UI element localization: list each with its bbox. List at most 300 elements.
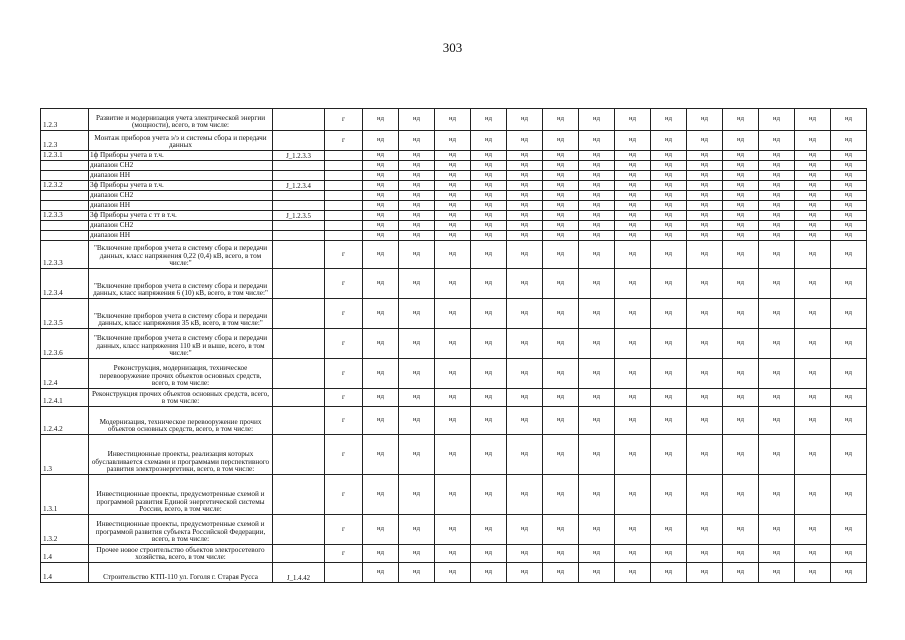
value-cell: нд [651, 191, 687, 201]
row-name: Развитие и модернизация учета электрической энергии (мощности), всего, в том числе: [89, 109, 273, 131]
value-cell: нд [831, 221, 867, 231]
value-cell: нд [399, 329, 435, 359]
value-cell: нд [579, 211, 615, 221]
row-unit: г [325, 389, 363, 407]
value-cell: нд [471, 151, 507, 161]
value-cell: нд [615, 201, 651, 211]
value-cell: нд [363, 515, 399, 545]
value-cell: нд [687, 407, 723, 435]
value-cell: нд [723, 191, 759, 201]
value-cell: нд [579, 435, 615, 475]
value-cell: нд [759, 299, 795, 329]
value-cell: нд [507, 161, 543, 171]
value-cell: нд [615, 221, 651, 231]
value-cell: нд [471, 389, 507, 407]
row-unit: г [325, 475, 363, 515]
row-name: 1ф Приборы учета в т.ч. [89, 151, 273, 161]
row-name: Реконструкция прочих объектов основных средств, всего, в том числе: [89, 389, 273, 407]
value-cell: нд [471, 359, 507, 389]
value-cell: нд [831, 407, 867, 435]
value-cell: нд [831, 231, 867, 241]
value-cell: нд [831, 563, 867, 583]
value-cell: нд [507, 359, 543, 389]
value-cell: нд [507, 191, 543, 201]
value-cell: нд [363, 151, 399, 161]
value-cell: нд [399, 515, 435, 545]
value-cell: нд [723, 231, 759, 241]
value-cell: нд [471, 545, 507, 563]
value-cell: нд [507, 545, 543, 563]
value-cell: нд [363, 171, 399, 181]
value-cell: нд [435, 269, 471, 299]
value-cell: нд [687, 171, 723, 181]
value-cell: нд [759, 181, 795, 191]
row-identifier: J_1.2.3.5 [273, 211, 325, 221]
value-cell: нд [615, 231, 651, 241]
value-cell: нд [399, 435, 435, 475]
value-cell: нд [471, 329, 507, 359]
value-cell: нд [363, 435, 399, 475]
row-unit: г [325, 407, 363, 435]
row-code [41, 171, 89, 181]
value-cell: нд [651, 231, 687, 241]
value-cell: нд [687, 231, 723, 241]
value-cell: нд [579, 201, 615, 211]
value-cell: нд [435, 389, 471, 407]
value-cell: нд [399, 475, 435, 515]
value-cell: нд [399, 211, 435, 221]
value-cell: нд [615, 211, 651, 221]
value-cell: нд [543, 545, 579, 563]
row-code: 1.2.3 [41, 131, 89, 151]
row-name: "Включение приборов учета в систему сбора и передачи данных, класс напряжения 0,22 (0,4) кВ, всего, в том числе:" [89, 241, 273, 269]
value-cell: нд [435, 211, 471, 221]
value-cell: нд [471, 231, 507, 241]
row-code: 1.3.1 [41, 475, 89, 515]
value-cell: нд [435, 407, 471, 435]
row-name: "Включение приборов учета в систему сбора и передачи данных, класс напряжения 35 кВ, всего, в том числе:" [89, 299, 273, 329]
value-cell: нд [687, 545, 723, 563]
value-cell: нд [831, 161, 867, 171]
value-cell: нд [759, 171, 795, 181]
value-cell: нд [579, 299, 615, 329]
value-cell: нд [543, 475, 579, 515]
value-cell: нд [579, 151, 615, 161]
value-cell: нд [399, 191, 435, 201]
table-row [41, 359, 867, 389]
row-unit [325, 191, 363, 201]
value-cell: нд [651, 241, 687, 269]
value-cell: нд [471, 161, 507, 171]
value-cell: нд [795, 475, 831, 515]
table-row [41, 545, 867, 563]
value-cell: нд [831, 181, 867, 191]
value-cell: нд [471, 407, 507, 435]
value-cell: нд [507, 151, 543, 161]
table-row [41, 181, 867, 191]
value-cell: нд [435, 563, 471, 583]
row-code: 1.2.3.3 [41, 241, 89, 269]
value-cell: нд [363, 211, 399, 221]
row-unit: г [325, 131, 363, 151]
page-number: 303 [442, 40, 463, 55]
value-cell: нд [795, 131, 831, 151]
row-unit: г [325, 241, 363, 269]
row-identifier [273, 435, 325, 475]
value-cell: нд [543, 389, 579, 407]
value-cell: нд [795, 359, 831, 389]
value-cell: нд [723, 545, 759, 563]
value-cell: нд [363, 231, 399, 241]
value-cell: нд [435, 201, 471, 211]
row-name: 3ф Приборы учета в т.ч. [89, 181, 273, 191]
value-cell: нд [543, 211, 579, 221]
value-cell: нд [723, 389, 759, 407]
row-name: "Включение приборов учета в систему сбора и передачи данных, класс напряжения 6 (10) кВ, всего, в том числе:" [89, 269, 273, 299]
value-cell: нд [687, 359, 723, 389]
row-name: диапазон НН [89, 231, 273, 241]
value-cell: нд [579, 389, 615, 407]
value-cell: нд [795, 563, 831, 583]
value-cell: нд [687, 109, 723, 131]
value-cell: нд [507, 435, 543, 475]
value-cell: нд [507, 241, 543, 269]
value-cell: нд [579, 221, 615, 231]
value-cell: нд [435, 151, 471, 161]
value-cell: нд [579, 109, 615, 131]
value-cell: нд [651, 475, 687, 515]
value-cell: нд [435, 475, 471, 515]
value-cell: нд [795, 109, 831, 131]
value-cell: нд [651, 545, 687, 563]
row-name: Реконструкция, модернизация, техническое перевооружение прочих объектов основных средств, всего, в том числе: [89, 359, 273, 389]
value-cell: нд [831, 171, 867, 181]
value-cell: нд [651, 131, 687, 151]
row-name: Инвестиционные проекты, реализация которых обуславливается схемами и программами перспективного развития электроэнергетики, всего, в том числе: [89, 435, 273, 475]
row-name: диапазон НН [89, 201, 273, 211]
value-cell: нд [435, 171, 471, 181]
value-cell: нд [723, 329, 759, 359]
row-unit: г [325, 299, 363, 329]
value-cell: нд [507, 515, 543, 545]
value-cell: нд [543, 435, 579, 475]
value-cell: нд [363, 563, 399, 583]
value-cell: нд [543, 563, 579, 583]
value-cell: нд [831, 475, 867, 515]
value-cell: нд [435, 181, 471, 191]
value-cell: нд [399, 231, 435, 241]
value-cell: нд [399, 161, 435, 171]
value-cell: нд [399, 151, 435, 161]
row-identifier [273, 109, 325, 131]
value-cell: нд [831, 269, 867, 299]
value-cell: нд [435, 241, 471, 269]
value-cell: нд [723, 299, 759, 329]
row-code: 1.3 [41, 435, 89, 475]
value-cell: нд [435, 109, 471, 131]
value-cell: нд [435, 299, 471, 329]
row-code: 1.2.3.5 [41, 299, 89, 329]
value-cell: нд [435, 161, 471, 171]
value-cell: нд [831, 435, 867, 475]
value-cell: нд [687, 299, 723, 329]
value-cell: нд [507, 171, 543, 181]
value-cell: нд [687, 181, 723, 191]
value-cell: нд [507, 329, 543, 359]
row-identifier [273, 231, 325, 241]
value-cell: нд [759, 435, 795, 475]
value-cell: нд [759, 201, 795, 211]
value-cell: нд [687, 329, 723, 359]
value-cell: нд [687, 269, 723, 299]
value-cell: нд [579, 171, 615, 181]
value-cell: нд [615, 171, 651, 181]
value-cell: нд [651, 171, 687, 181]
value-cell: нд [687, 241, 723, 269]
row-unit [325, 231, 363, 241]
table-row [41, 515, 867, 545]
value-cell: нд [795, 181, 831, 191]
row-identifier [273, 329, 325, 359]
value-cell: нд [723, 151, 759, 161]
row-unit: г [325, 329, 363, 359]
value-cell: нд [363, 201, 399, 211]
value-cell: нд [471, 299, 507, 329]
value-cell: нд [723, 201, 759, 211]
value-cell: нд [687, 563, 723, 583]
value-cell: нд [543, 407, 579, 435]
value-cell: нд [795, 241, 831, 269]
value-cell: нд [543, 181, 579, 191]
value-cell: нд [615, 191, 651, 201]
value-cell: нд [615, 359, 651, 389]
table-row [41, 211, 867, 221]
value-cell: нд [723, 171, 759, 181]
row-unit: г [325, 435, 363, 475]
value-cell: нд [795, 545, 831, 563]
row-code: 1.2.3.3 [41, 211, 89, 221]
value-cell: нд [363, 299, 399, 329]
value-cell: нд [687, 435, 723, 475]
value-cell: нд [615, 475, 651, 515]
value-cell: нд [759, 109, 795, 131]
value-cell: нд [723, 563, 759, 583]
value-cell: нд [759, 241, 795, 269]
table-row [41, 171, 867, 181]
value-cell: нд [471, 191, 507, 201]
value-cell: нд [759, 161, 795, 171]
value-cell: нд [651, 181, 687, 191]
table-row [41, 109, 867, 131]
value-cell: нд [831, 515, 867, 545]
row-identifier [273, 241, 325, 269]
value-cell: нд [579, 475, 615, 515]
row-name: Инвестиционные проекты, предусмотренные схемой и программой развития субъекта Российской Федерации, всего, в том числе: [89, 515, 273, 545]
value-cell: нд [759, 407, 795, 435]
value-cell: нд [399, 269, 435, 299]
value-cell: нд [723, 161, 759, 171]
value-cell: нд [471, 171, 507, 181]
value-cell: нд [471, 563, 507, 583]
value-cell: нд [507, 407, 543, 435]
row-name: "Включение приборов учета в систему сбора и передачи данных, класс напряжения 110 кВ и выше, всего, в том числе:" [89, 329, 273, 359]
value-cell: нд [543, 161, 579, 171]
value-cell: нд [543, 131, 579, 151]
value-cell: нд [723, 221, 759, 231]
data-table [40, 108, 867, 583]
value-cell: нд [471, 269, 507, 299]
row-code: 1.4 [41, 563, 89, 583]
value-cell: нд [615, 435, 651, 475]
value-cell: нд [651, 221, 687, 231]
value-cell: нд [579, 241, 615, 269]
table-row [41, 131, 867, 151]
value-cell: нд [399, 171, 435, 181]
row-identifier [273, 201, 325, 211]
row-identifier [273, 131, 325, 151]
row-name: диапазон СН2 [89, 161, 273, 171]
value-cell: нд [615, 161, 651, 171]
row-code: 1.4 [41, 545, 89, 563]
row-identifier [273, 221, 325, 231]
value-cell: нд [615, 181, 651, 191]
value-cell: нд [363, 359, 399, 389]
value-cell: нд [543, 171, 579, 181]
value-cell: нд [363, 407, 399, 435]
value-cell: нд [543, 241, 579, 269]
row-unit [325, 211, 363, 221]
value-cell: нд [831, 191, 867, 201]
row-code: 1.2.4.2 [41, 407, 89, 435]
value-cell: нд [399, 563, 435, 583]
value-cell: нд [795, 161, 831, 171]
row-code [41, 201, 89, 211]
value-cell: нд [723, 211, 759, 221]
row-code: 1.2.3.2 [41, 181, 89, 191]
value-cell: нд [507, 181, 543, 191]
value-cell: нд [579, 545, 615, 563]
value-cell: нд [759, 231, 795, 241]
value-cell: нд [723, 241, 759, 269]
value-cell: нд [399, 389, 435, 407]
value-cell: нд [687, 131, 723, 151]
value-cell: нд [543, 359, 579, 389]
value-cell: нд [471, 241, 507, 269]
value-cell: нд [615, 131, 651, 151]
value-cell: нд [687, 389, 723, 407]
value-cell: нд [723, 359, 759, 389]
value-cell: нд [651, 407, 687, 435]
value-cell: нд [363, 109, 399, 131]
row-unit: г [325, 359, 363, 389]
value-cell: нд [615, 241, 651, 269]
row-unit [325, 151, 363, 161]
row-unit: г [325, 545, 363, 563]
row-code [41, 191, 89, 201]
row-code: 1.2.3.6 [41, 329, 89, 359]
row-identifier [273, 389, 325, 407]
row-name: диапазон НН [89, 171, 273, 181]
value-cell: нд [687, 211, 723, 221]
value-cell: нд [615, 545, 651, 563]
value-cell: нд [363, 131, 399, 151]
row-name: Модернизация, техническое перевооружение прочих объектов основных средств, всего, в том числе: [89, 407, 273, 435]
value-cell: нд [759, 151, 795, 161]
value-cell: нд [543, 191, 579, 201]
row-name: 3ф Приборы учета с тт в т.ч. [89, 211, 273, 221]
value-cell: нд [831, 109, 867, 131]
row-identifier [273, 269, 325, 299]
table-row [41, 329, 867, 359]
value-cell: нд [759, 389, 795, 407]
table-row [41, 475, 867, 515]
value-cell: нд [615, 269, 651, 299]
value-cell: нд [543, 231, 579, 241]
row-code: 1.2.3.4 [41, 269, 89, 299]
row-name: Монтаж приборов учета э/э и системы сбора и передачи данных [89, 131, 273, 151]
table-row [41, 151, 867, 161]
value-cell: нд [831, 359, 867, 389]
value-cell: нд [723, 407, 759, 435]
value-cell: нд [759, 515, 795, 545]
table-row [41, 231, 867, 241]
value-cell: нд [543, 299, 579, 329]
value-cell: нд [399, 221, 435, 231]
value-cell: нд [831, 329, 867, 359]
value-cell: нд [759, 191, 795, 201]
row-unit [325, 201, 363, 211]
value-cell: нд [543, 201, 579, 211]
value-cell: нд [651, 269, 687, 299]
value-cell: нд [831, 545, 867, 563]
value-cell: нд [579, 563, 615, 583]
value-cell: нд [759, 563, 795, 583]
value-cell: нд [651, 201, 687, 211]
value-cell: нд [795, 151, 831, 161]
row-code: 1.3.2 [41, 515, 89, 545]
value-cell: нд [795, 171, 831, 181]
value-cell: нд [435, 329, 471, 359]
value-cell: нд [759, 359, 795, 389]
value-cell: нд [579, 191, 615, 201]
value-cell: нд [399, 359, 435, 389]
value-cell: нд [471, 515, 507, 545]
value-cell: нд [723, 181, 759, 191]
value-cell: нд [759, 221, 795, 231]
value-cell: нд [435, 359, 471, 389]
value-cell: нд [543, 515, 579, 545]
value-cell: нд [795, 221, 831, 231]
value-cell: нд [795, 299, 831, 329]
value-cell: нд [399, 299, 435, 329]
value-cell: нд [759, 211, 795, 221]
value-cell: нд [723, 515, 759, 545]
row-unit: г [325, 269, 363, 299]
value-cell: нд [399, 201, 435, 211]
row-identifier: J_1.2.3.3 [273, 151, 325, 161]
value-cell: нд [363, 241, 399, 269]
row-identifier [273, 191, 325, 201]
value-cell: нд [543, 221, 579, 231]
value-cell: нд [651, 161, 687, 171]
value-cell: нд [651, 435, 687, 475]
row-identifier [273, 359, 325, 389]
value-cell: нд [651, 389, 687, 407]
value-cell: нд [507, 475, 543, 515]
row-identifier: J_1.4.42 [273, 563, 325, 583]
value-cell: нд [399, 131, 435, 151]
value-cell: нд [363, 181, 399, 191]
